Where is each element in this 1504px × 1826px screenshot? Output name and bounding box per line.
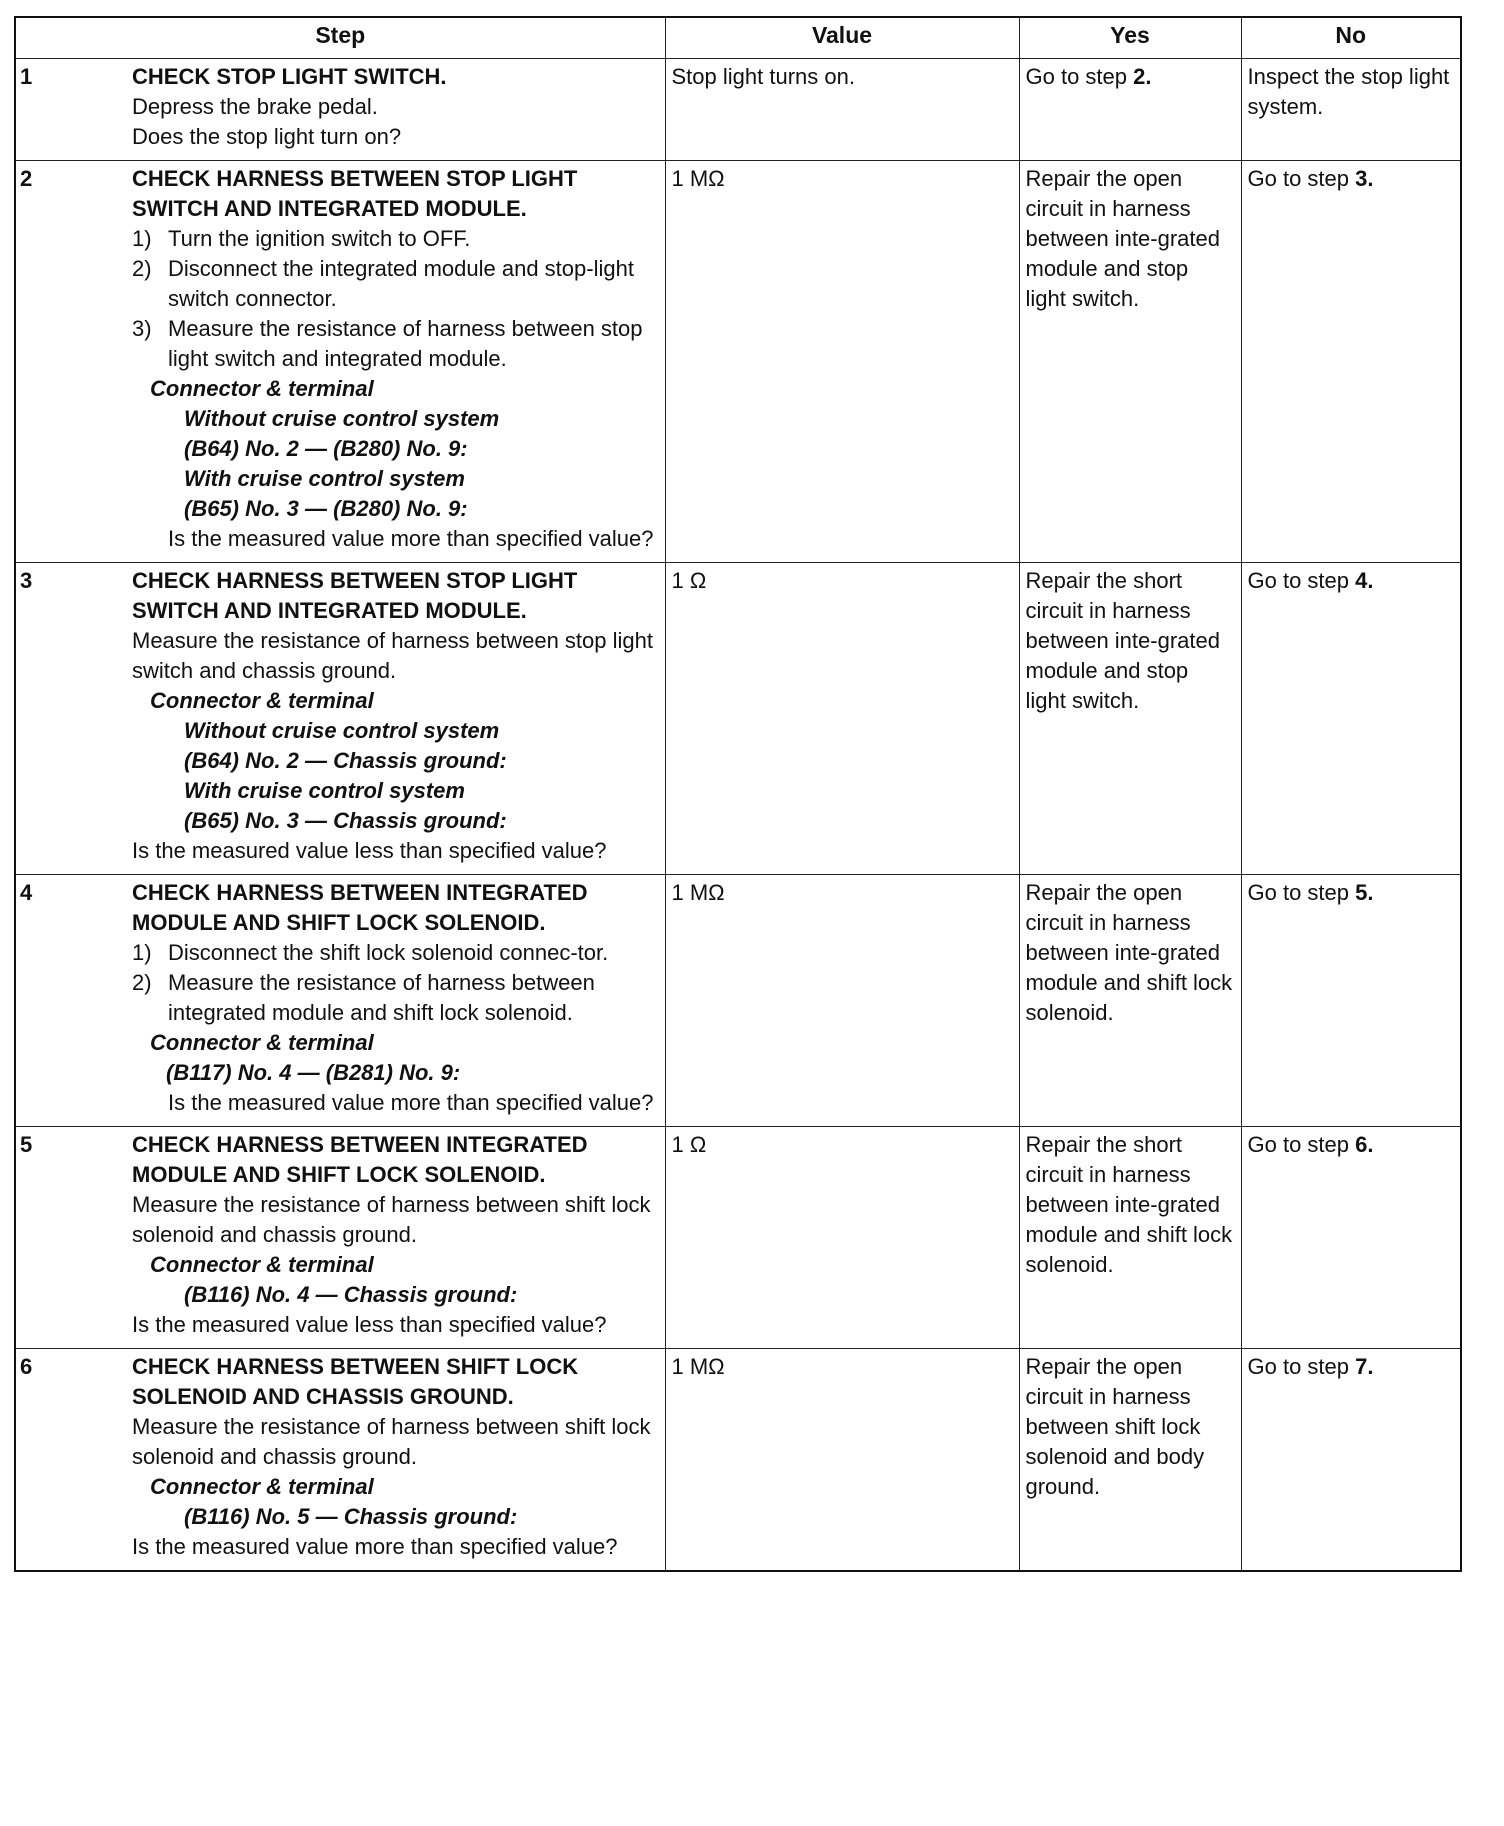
step-number: 5 [20, 1132, 33, 1157]
value-cell: 1 MΩ [665, 1349, 1019, 1572]
no-prefix: Go to step [1247, 166, 1356, 191]
value-cell: 1 MΩ [665, 875, 1019, 1127]
no-cell [1241, 1127, 1461, 1349]
yes-cell: Repair the open circuit in harness between inte-grated module and shift lock solenoid. [1019, 875, 1241, 1127]
step-title: CHECK HARNESS BETWEEN STOP LIGHT SWITCH AND INTEGRATED MODULE. [132, 166, 578, 221]
step-number: 2 [20, 166, 33, 191]
connector-label: Connector & terminal [150, 1252, 374, 1277]
yes-cell [1019, 59, 1241, 161]
value-cell: 1 Ω [665, 1127, 1019, 1349]
no-cell [1241, 563, 1461, 875]
step-question: Is the measured value more than specified value? [168, 526, 654, 551]
step-cell [15, 1349, 665, 1572]
list-item-text: Turn the ignition switch to OFF. [168, 226, 471, 251]
no-step-ref: 5. [1355, 880, 1374, 905]
table-row [15, 563, 1461, 875]
no-step-ref: 4. [1355, 568, 1374, 593]
no-cell [1241, 161, 1461, 563]
list-item [132, 968, 659, 1028]
step-instruction: Measure the resistance of harness between shift lock solenoid and chassis ground. [132, 1414, 651, 1469]
step-instruction: Depress the brake pedal. [132, 94, 378, 119]
list-item [132, 224, 659, 254]
no-cell [1241, 875, 1461, 1127]
table-row [15, 1127, 1461, 1349]
connector-line: Without cruise control system [184, 718, 500, 743]
step-number: 1 [20, 64, 33, 89]
step-title: CHECK HARNESS BETWEEN INTEGRATED MODULE AND SHIFT LOCK SOLENOID. [132, 1132, 588, 1187]
list-item-text: Measure the resistance of harness between integrated module and shift lock solenoid. [168, 970, 595, 1025]
list-item-number: 2) [132, 970, 152, 995]
step-title: CHECK STOP LIGHT SWITCH. [132, 64, 447, 89]
connector-line: With cruise control system [184, 466, 465, 491]
yes-prefix: Go to step [1025, 64, 1134, 89]
table-row [15, 875, 1461, 1127]
step-title: CHECK HARNESS BETWEEN STOP LIGHT SWITCH AND INTEGRATED MODULE. [132, 568, 578, 623]
header-yes: Yes [1019, 17, 1241, 59]
value-cell: 1 Ω [665, 563, 1019, 875]
connector-label: Connector & terminal [150, 1030, 374, 1055]
list-item [132, 938, 659, 968]
no-cell: Inspect the stop light system. [1241, 59, 1461, 161]
connector-line: (B117) No. 4 — (B281) No. 9: [166, 1060, 461, 1085]
header-step: Step [15, 17, 665, 59]
connector-line: (B64) No. 2 — (B280) No. 9: [184, 436, 468, 461]
step-cell [15, 59, 665, 161]
connector-line: (B116) No. 5 — Chassis ground: [184, 1504, 518, 1529]
connector-line: (B65) No. 3 — Chassis ground: [184, 808, 507, 833]
step-question: Is the measured value less than specified value? [132, 1312, 607, 1337]
connector-line: (B64) No. 2 — Chassis ground: [184, 748, 507, 773]
step-question: Is the measured value more than specified value? [168, 1090, 654, 1115]
table-row [15, 1349, 1461, 1572]
no-cell [1241, 1349, 1461, 1572]
table-header-row [15, 17, 1461, 59]
step-instruction: Measure the resistance of harness between stop light switch and chassis ground. [132, 628, 653, 683]
connector-label: Connector & terminal [150, 1474, 374, 1499]
list-item [132, 314, 659, 374]
step-title: CHECK HARNESS BETWEEN INTEGRATED MODULE AND SHIFT LOCK SOLENOID. [132, 880, 588, 935]
connector-label: Connector & terminal [150, 376, 374, 401]
list-item-text: Disconnect the shift lock solenoid connec-tor. [168, 940, 609, 965]
connector-line: (B116) No. 4 — Chassis ground: [184, 1282, 518, 1307]
list-item-number: 1) [132, 226, 152, 251]
no-step-ref: 7. [1355, 1354, 1374, 1379]
step-question: Does the stop light turn on? [132, 124, 402, 149]
step-question: Is the measured value less than specified value? [132, 838, 607, 863]
step-number: 4 [20, 880, 33, 905]
yes-cell: Repair the short circuit in harness between inte-grated module and shift lock solenoid. [1019, 1127, 1241, 1349]
step-cell [15, 161, 665, 563]
value-cell: 1 MΩ [665, 161, 1019, 563]
no-step-ref: 6. [1355, 1132, 1374, 1157]
no-prefix: Go to step [1247, 568, 1356, 593]
list-item [132, 254, 659, 314]
yes-step-ref: 2. [1133, 64, 1152, 89]
connector-line: Without cruise control system [184, 406, 500, 431]
step-question: Is the measured value more than specified value? [132, 1534, 618, 1559]
list-item-text: Disconnect the integrated module and stop-light switch connector. [168, 256, 634, 311]
value-cell: Stop light turns on. [665, 59, 1019, 161]
table-row [15, 59, 1461, 161]
yes-cell: Repair the short circuit in harness between inte-grated module and stop light switch. [1019, 563, 1241, 875]
list-item-text: Measure the resistance of harness between stop light switch and integrated module. [168, 316, 643, 371]
connector-line: With cruise control system [184, 778, 465, 803]
no-prefix: Go to step [1247, 880, 1356, 905]
diagnostic-table [14, 16, 1462, 1572]
step-number: 6 [20, 1354, 33, 1379]
yes-cell: Repair the open circuit in harness between shift lock solenoid and body ground. [1019, 1349, 1241, 1572]
header-value: Value [665, 17, 1019, 59]
list-item-number: 3) [132, 316, 152, 341]
no-prefix: Go to step [1247, 1132, 1356, 1157]
no-step-ref: 3. [1355, 166, 1374, 191]
table-row [15, 161, 1461, 563]
step-instruction: Measure the resistance of harness between shift lock solenoid and chassis ground. [132, 1192, 651, 1247]
header-no: No [1241, 17, 1461, 59]
no-prefix: Go to step [1247, 1354, 1356, 1379]
yes-cell: Repair the open circuit in harness between inte-grated module and stop light switch. [1019, 161, 1241, 563]
step-number: 3 [20, 568, 33, 593]
step-title: CHECK HARNESS BETWEEN SHIFT LOCK SOLENOID AND CHASSIS GROUND. [132, 1354, 579, 1409]
step-cell [15, 563, 665, 875]
step-cell [15, 1127, 665, 1349]
list-item-number: 1) [132, 940, 152, 965]
connector-line: (B65) No. 3 — (B280) No. 9: [184, 496, 468, 521]
connector-label: Connector & terminal [150, 688, 374, 713]
list-item-number: 2) [132, 256, 152, 281]
step-cell [15, 875, 665, 1127]
